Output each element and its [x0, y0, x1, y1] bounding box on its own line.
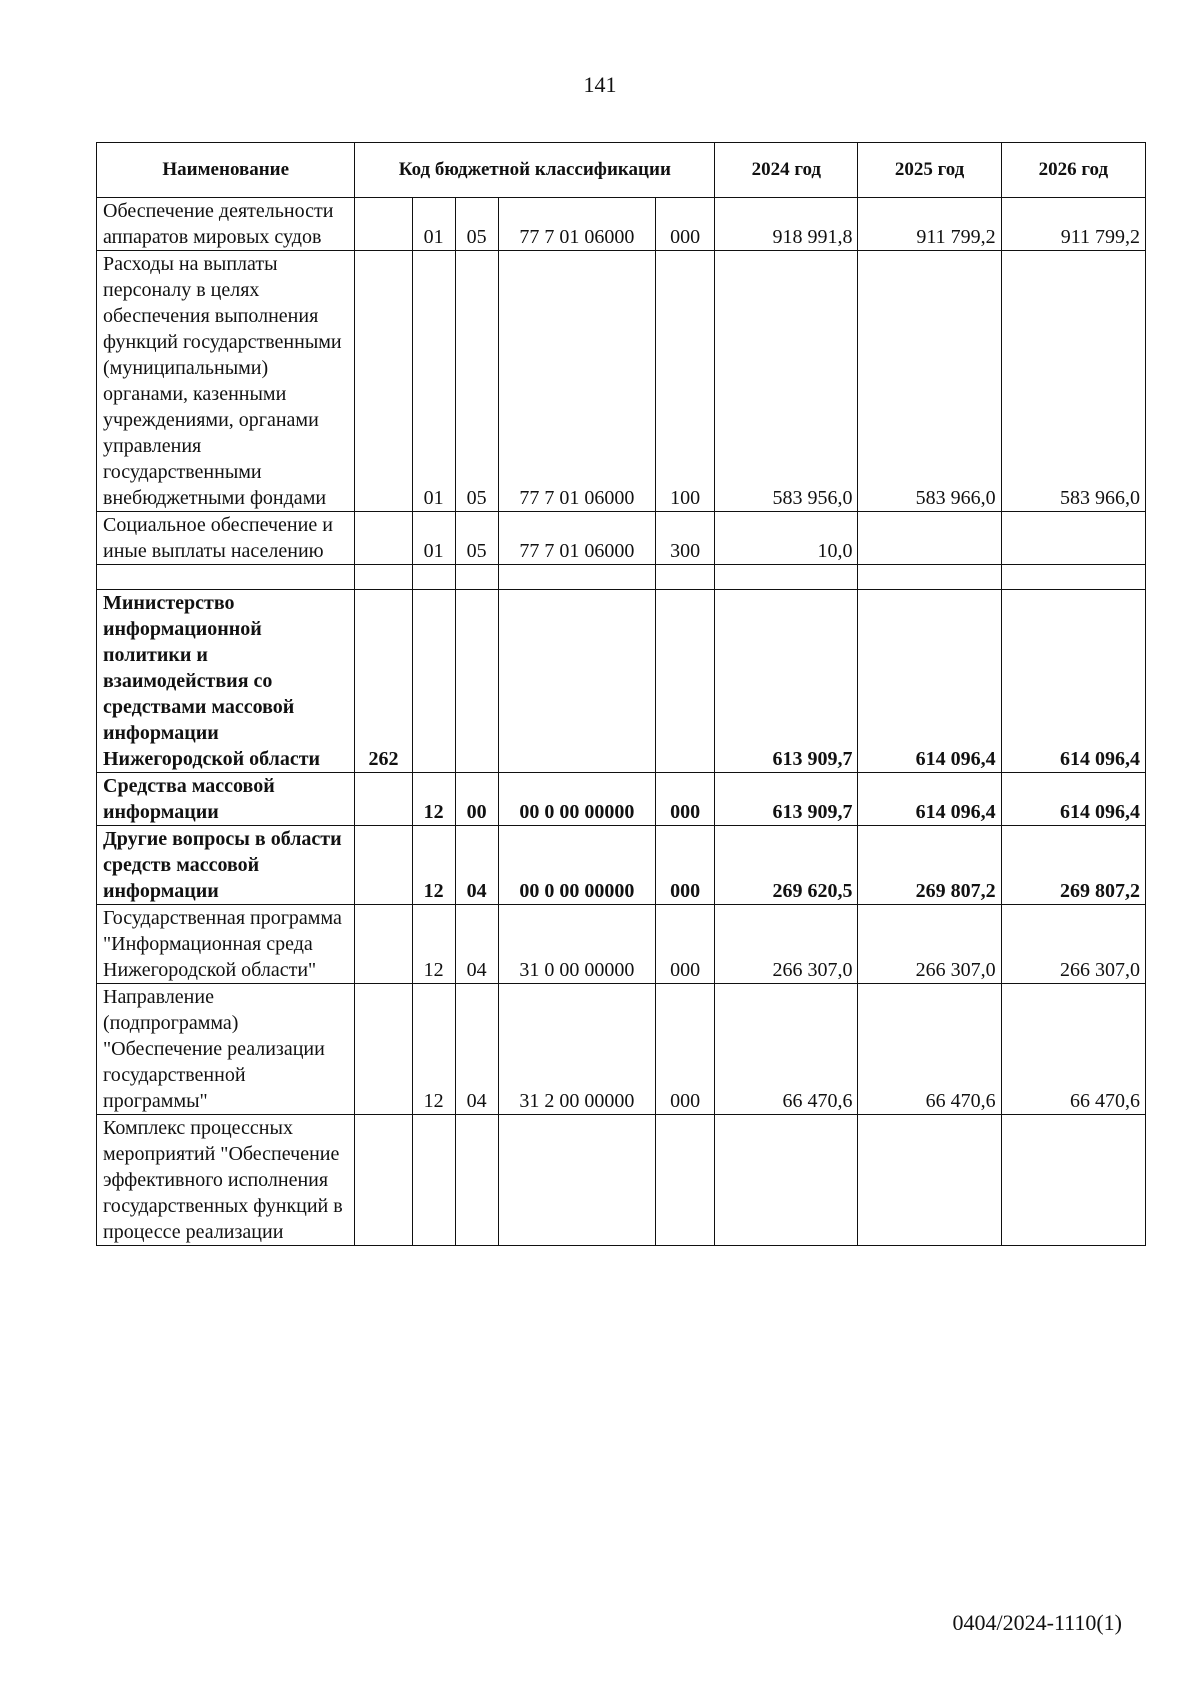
- row-type: [655, 1115, 714, 1246]
- row-type: 300: [655, 512, 714, 565]
- row-subsection: 04: [455, 826, 498, 905]
- table-row: [97, 905, 1146, 984]
- row-2026: 269 807,2: [1001, 826, 1145, 905]
- row-name: Комплекс процессных мероприятий "Обеспечение эффективного исполнения государственных функций в процессе реализации: [97, 1115, 355, 1246]
- row-target: 00 0 00 00000: [498, 826, 655, 905]
- row-2025: 614 096,4: [858, 590, 1001, 773]
- row-target: 77 7 01 06000: [498, 198, 655, 251]
- row-name: Министерство информационной политики и взаимодействия со средствами массовой информации Нижегородской области: [97, 590, 355, 773]
- row-type: 000: [655, 198, 714, 251]
- row-ministry: [355, 905, 412, 984]
- row-ministry: [355, 1115, 412, 1246]
- header-2024: 2024 год: [715, 143, 858, 198]
- row-type: 000: [655, 984, 714, 1115]
- row-name: Государственная программа "Информационная среда Нижегородской области": [97, 905, 355, 984]
- row-2025: [858, 512, 1001, 565]
- row-section: [412, 1115, 455, 1246]
- table-row: [97, 251, 1146, 512]
- row-2025: [858, 565, 1001, 590]
- row-2026: 266 307,0: [1001, 905, 1145, 984]
- row-ministry: [355, 565, 412, 590]
- row-2025: 269 807,2: [858, 826, 1001, 905]
- row-2024: [715, 565, 858, 590]
- row-2026: [1001, 1115, 1145, 1246]
- table-row: [97, 198, 1146, 251]
- budget-table: [96, 142, 1146, 1246]
- row-type: [655, 565, 714, 590]
- header-2026: 2026 год: [1001, 143, 1145, 198]
- row-subsection: 00: [455, 773, 498, 826]
- table-row: [97, 1115, 1146, 1246]
- row-section: [412, 590, 455, 773]
- row-type: 100: [655, 251, 714, 512]
- row-target: 31 0 00 00000: [498, 905, 655, 984]
- row-2025: [858, 1115, 1001, 1246]
- row-2025: 583 966,0: [858, 251, 1001, 512]
- row-section: [412, 565, 455, 590]
- row-2026: [1001, 512, 1145, 565]
- header-2025: 2025 год: [858, 143, 1001, 198]
- row-section: 12: [412, 984, 455, 1115]
- row-section: 12: [412, 905, 455, 984]
- row-ministry: [355, 773, 412, 826]
- header-row: [97, 143, 1146, 198]
- row-2024: 66 470,6: [715, 984, 858, 1115]
- row-subsection: [455, 565, 498, 590]
- row-2024: 269 620,5: [715, 826, 858, 905]
- row-section: 01: [412, 251, 455, 512]
- row-2026: 614 096,4: [1001, 590, 1145, 773]
- row-subsection: 04: [455, 984, 498, 1115]
- row-2026: 583 966,0: [1001, 251, 1145, 512]
- row-2024: 266 307,0: [715, 905, 858, 984]
- row-2025: 66 470,6: [858, 984, 1001, 1115]
- row-2024: 583 956,0: [715, 251, 858, 512]
- row-2026: [1001, 565, 1145, 590]
- row-section: 12: [412, 826, 455, 905]
- row-type: 000: [655, 773, 714, 826]
- row-target: [498, 1115, 655, 1246]
- table-row: [97, 826, 1146, 905]
- row-name: Другие вопросы в области средств массовой информации: [97, 826, 355, 905]
- row-type: 000: [655, 905, 714, 984]
- document-code: 0404/2024-1110(1): [952, 1610, 1122, 1635]
- row-type: 000: [655, 826, 714, 905]
- row-target: 00 0 00 00000: [498, 773, 655, 826]
- row-name: [97, 565, 355, 590]
- row-target: 31 2 00 00000: [498, 984, 655, 1115]
- row-ministry: [355, 198, 412, 251]
- row-2025: 911 799,2: [858, 198, 1001, 251]
- row-2026: 66 470,6: [1001, 984, 1145, 1115]
- row-target: 77 7 01 06000: [498, 251, 655, 512]
- row-subsection: 04: [455, 905, 498, 984]
- table-row: [97, 512, 1146, 565]
- row-subsection: 05: [455, 512, 498, 565]
- row-2024: 10,0: [715, 512, 858, 565]
- row-subsection: [455, 590, 498, 773]
- row-subsection: 05: [455, 198, 498, 251]
- row-name: Расходы на выплаты персоналу в целях обеспечения выполнения функций государственными (муниципальными) органами, казенными учреждениями, органами управления государственными внебюджетными фондами: [97, 251, 355, 512]
- row-ministry: 262: [355, 590, 412, 773]
- row-ministry: [355, 826, 412, 905]
- row-section: 12: [412, 773, 455, 826]
- row-target: [498, 590, 655, 773]
- row-ministry: [355, 512, 412, 565]
- table-row: [97, 590, 1146, 773]
- row-2024: 613 909,7: [715, 590, 858, 773]
- row-name: Обеспечение деятельности аппаратов мировых судов: [97, 198, 355, 251]
- row-2024: 918 991,8: [715, 198, 858, 251]
- row-subsection: 05: [455, 251, 498, 512]
- row-name: Средства массовой информации: [97, 773, 355, 826]
- row-name: Направление (подпрограмма) "Обеспечение реализации государственной программы": [97, 984, 355, 1115]
- row-subsection: [455, 1115, 498, 1246]
- row-ministry: [355, 251, 412, 512]
- row-2024: 613 909,7: [715, 773, 858, 826]
- row-2024: [715, 1115, 858, 1246]
- row-target: [498, 565, 655, 590]
- row-section: 01: [412, 512, 455, 565]
- header-code: Код бюджетной классификации: [355, 143, 715, 198]
- header-name: Наименование: [97, 143, 355, 198]
- row-2026: 911 799,2: [1001, 198, 1145, 251]
- page-number: 141: [583, 72, 617, 97]
- row-name: Социальное обеспечение и иные выплаты населению: [97, 512, 355, 565]
- row-2025: 266 307,0: [858, 905, 1001, 984]
- table-row: [97, 984, 1146, 1115]
- table-row: [97, 773, 1146, 826]
- row-section: 01: [412, 198, 455, 251]
- row-type: [655, 590, 714, 773]
- empty-row: [97, 565, 1146, 590]
- row-2025: 614 096,4: [858, 773, 1001, 826]
- row-2026: 614 096,4: [1001, 773, 1145, 826]
- row-target: 77 7 01 06000: [498, 512, 655, 565]
- row-ministry: [355, 984, 412, 1115]
